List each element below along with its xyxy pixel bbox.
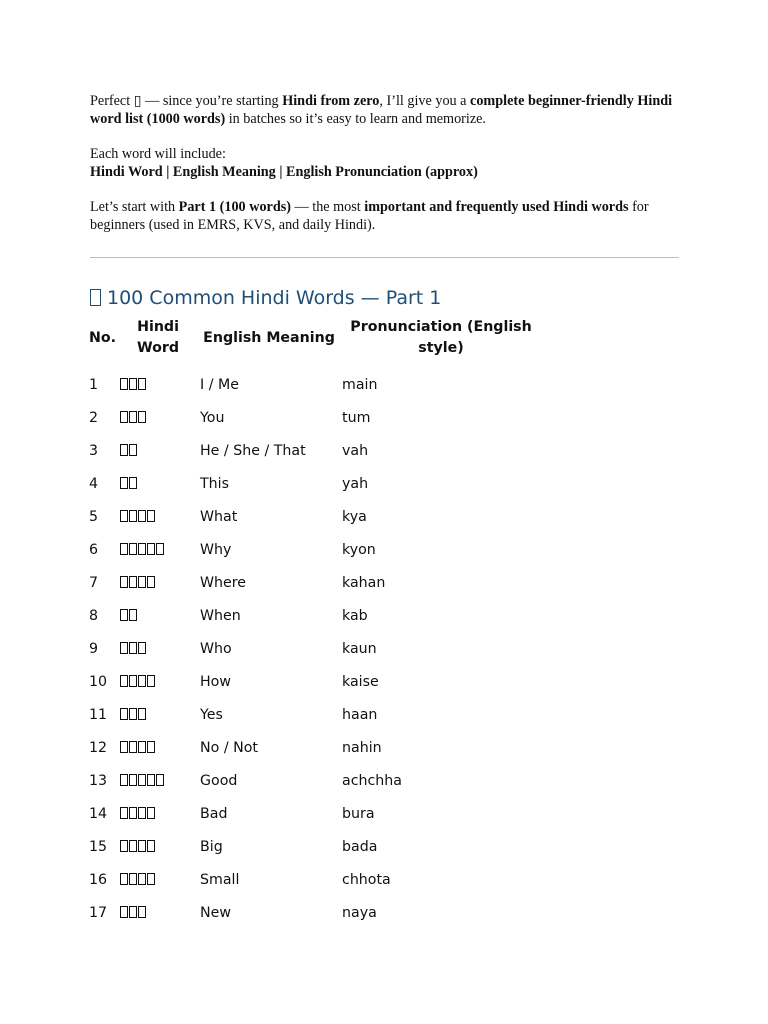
missing-glyph-icon [129, 543, 137, 555]
pronunciation: yah [342, 475, 369, 492]
hindi-word-glyphs [118, 665, 198, 698]
hindi-word-glyphs [118, 533, 198, 566]
table-row [87, 731, 542, 764]
row-number: 7 [89, 574, 99, 591]
missing-glyph-icon [120, 807, 128, 819]
header-no: No. [89, 329, 117, 346]
missing-glyph-icon [129, 741, 137, 753]
missing-glyph-icon [120, 477, 128, 489]
hindi-word-glyphs [118, 500, 198, 533]
missing-glyph-icon [156, 543, 164, 555]
english-meaning: Small [200, 871, 240, 888]
missing-glyph-icon [129, 378, 137, 390]
missing-glyph-icon [138, 378, 146, 390]
table-row [87, 368, 542, 401]
missing-glyph-icon [138, 576, 146, 588]
missing-glyph-icon [120, 675, 128, 687]
table-row [87, 599, 542, 632]
row-number: 4 [89, 475, 99, 492]
hindi-word-glyphs [118, 368, 198, 401]
missing-glyph-icon [138, 708, 146, 720]
text: for beginners (used in EMRS, KVS, and daily Hindi). [90, 199, 649, 233]
intro-paragraph-2 [90, 146, 680, 181]
missing-glyph-icon [120, 840, 128, 852]
hindi-word-glyphs [118, 896, 198, 929]
missing-glyph-icon [147, 576, 155, 588]
missing-glyph-icon [138, 543, 146, 555]
pronunciation: bura [342, 805, 375, 822]
missing-glyph-icon [120, 873, 128, 885]
missing-glyph-icon [147, 543, 155, 555]
missing-glyph-icon [129, 444, 137, 456]
english-meaning: New [200, 904, 231, 921]
row-number: 12 [89, 739, 108, 756]
hindi-word-glyphs [118, 632, 198, 665]
text: — the most [290, 199, 365, 215]
header-hindi-word: Hindi Word [136, 319, 180, 356]
hindi-word-glyphs [118, 731, 198, 764]
missing-glyph-icon [129, 807, 137, 819]
hindi-word-glyphs [118, 434, 198, 467]
word-table [87, 316, 542, 929]
table-header-row [87, 316, 542, 368]
missing-glyph-icon [138, 675, 146, 687]
missing-glyph-icon [129, 411, 137, 423]
hindi-word-glyphs [118, 401, 198, 434]
hindi-word-glyphs [118, 797, 198, 830]
english-meaning: Where [200, 574, 247, 591]
text: — since you’re starting [141, 93, 283, 109]
row-number: 6 [89, 541, 99, 558]
missing-glyph-icon [129, 840, 137, 852]
intro-block [90, 93, 680, 234]
horizontal-divider [90, 257, 679, 258]
text: Perfect [90, 93, 134, 109]
row-number: 13 [89, 772, 108, 789]
missing-glyph-icon [138, 741, 146, 753]
missing-glyph-icon [147, 807, 155, 819]
missing-glyph-icon [156, 774, 164, 786]
english-meaning: What [200, 508, 238, 525]
missing-glyph-icon [120, 510, 128, 522]
bold-text: Hindi Word | English Meaning | English Pronunciation (approx) [90, 163, 478, 180]
missing-glyph-icon [129, 873, 137, 885]
missing-glyph-icon [147, 873, 155, 885]
bold-text: Hindi from zero [282, 93, 380, 109]
english-meaning: Why [200, 541, 232, 558]
pronunciation: kaun [342, 640, 377, 657]
table-row [87, 533, 542, 566]
bold-text: complete beginner-friendly Hindi word list (1000 words) [90, 93, 673, 127]
pronunciation: kyon [342, 541, 376, 558]
row-number: 14 [89, 805, 108, 822]
row-number: 15 [89, 838, 108, 855]
missing-glyph-icon [129, 510, 137, 522]
missing-glyph-icon [120, 741, 128, 753]
bold-text: Part 1 (100 words) [178, 199, 291, 215]
header-pronunciation: Pronunciation (English style) [350, 319, 532, 356]
missing-glyph-icon [138, 774, 146, 786]
missing-glyph-icon [120, 444, 128, 456]
english-meaning: I / Me [200, 376, 239, 393]
row-number: 5 [89, 508, 99, 525]
row-number: 3 [89, 442, 99, 459]
english-meaning: Bad [200, 805, 228, 822]
text: , I’ll give you a [379, 93, 471, 109]
missing-glyph-icon [129, 642, 137, 654]
pronunciation: kaise [342, 673, 379, 690]
table-row [87, 500, 542, 533]
english-meaning: No / Not [200, 739, 258, 756]
hindi-word-glyphs [118, 467, 198, 500]
row-number: 11 [89, 706, 108, 723]
row-number: 9 [89, 640, 99, 657]
pronunciation: bada [342, 838, 378, 855]
english-meaning: How [200, 673, 231, 690]
missing-glyph-icon [129, 708, 137, 720]
pronunciation: kab [342, 607, 368, 624]
missing-glyph-icon [120, 543, 128, 555]
table-row [87, 797, 542, 830]
bold-text: important and frequently used Hindi words [364, 199, 629, 215]
missing-glyph-icon [129, 906, 137, 918]
table-row [87, 698, 542, 731]
table-row [87, 863, 542, 896]
table-row [87, 632, 542, 665]
row-number: 1 [89, 376, 99, 393]
missing-glyph-icon [129, 576, 137, 588]
missing-glyph-icon [120, 609, 128, 621]
pronunciation: tum [342, 409, 371, 426]
text: Each word will include: [90, 146, 226, 162]
text: in batches so it’s easy to learn and memorize. [225, 110, 486, 127]
pronunciation: kya [342, 508, 367, 525]
section-heading-text: 100 Common Hindi Words — Part 1 [107, 287, 442, 309]
table-row [87, 401, 542, 434]
missing-glyph-icon [147, 675, 155, 687]
hindi-word-glyphs [118, 698, 198, 731]
row-number: 8 [89, 607, 99, 624]
missing-emoji-icon [90, 289, 101, 306]
missing-glyph-icon [120, 576, 128, 588]
missing-glyph-icon [120, 378, 128, 390]
missing-glyph-icon [147, 510, 155, 522]
missing-glyph-icon [138, 840, 146, 852]
missing-glyph-icon [120, 906, 128, 918]
english-meaning: When [200, 607, 241, 624]
hindi-word-glyphs [118, 764, 198, 797]
table-row [87, 830, 542, 863]
missing-glyph-icon [129, 477, 137, 489]
pronunciation: vah [342, 442, 369, 459]
row-number: 17 [89, 904, 108, 921]
missing-glyph-icon [138, 642, 146, 654]
pronunciation: chhota [342, 871, 391, 888]
intro-paragraph-3 [90, 199, 680, 234]
english-meaning: He / She / That [200, 442, 306, 459]
pronunciation: kahan [342, 574, 386, 591]
missing-glyph-icon [138, 906, 146, 918]
missing-glyph-icon [147, 840, 155, 852]
table-row [87, 434, 542, 467]
table-row [87, 566, 542, 599]
missing-glyph-icon [120, 774, 128, 786]
pronunciation: achchha [342, 772, 402, 789]
pronunciation: main [342, 376, 378, 393]
hindi-word-glyphs [118, 863, 198, 896]
english-meaning: This [200, 475, 230, 492]
english-meaning: Big [200, 838, 223, 855]
missing-glyph-icon [129, 774, 137, 786]
english-meaning: Good [200, 772, 238, 789]
pronunciation: haan [342, 706, 378, 723]
missing-glyph-icon [138, 510, 146, 522]
hindi-word-glyphs [118, 599, 198, 632]
missing-glyph-icon [129, 609, 137, 621]
missing-glyph-icon [147, 741, 155, 753]
missing-glyph-icon: ▯ [133, 93, 142, 109]
pronunciation: naya [342, 904, 377, 921]
missing-glyph-icon [120, 708, 128, 720]
section-heading [90, 285, 441, 311]
missing-glyph-icon [138, 873, 146, 885]
header-english-meaning: English Meaning [203, 329, 335, 346]
missing-glyph-icon [120, 642, 128, 654]
english-meaning: You [200, 409, 225, 426]
english-meaning: Yes [200, 706, 223, 723]
row-number: 16 [89, 871, 108, 888]
row-number: 2 [89, 409, 99, 426]
hindi-word-glyphs [118, 566, 198, 599]
table-row [87, 896, 542, 929]
english-meaning: Who [200, 640, 232, 657]
missing-glyph-icon [138, 411, 146, 423]
table-row [87, 764, 542, 797]
table-row [87, 665, 542, 698]
table-row [87, 467, 542, 500]
text: Let’s start with [90, 199, 179, 215]
missing-glyph-icon [138, 807, 146, 819]
intro-paragraph-1 [90, 93, 680, 128]
pronunciation: nahin [342, 739, 382, 756]
missing-glyph-icon [120, 411, 128, 423]
row-number: 10 [89, 673, 108, 690]
missing-glyph-icon [129, 675, 137, 687]
hindi-word-glyphs [118, 830, 198, 863]
missing-glyph-icon [147, 774, 155, 786]
